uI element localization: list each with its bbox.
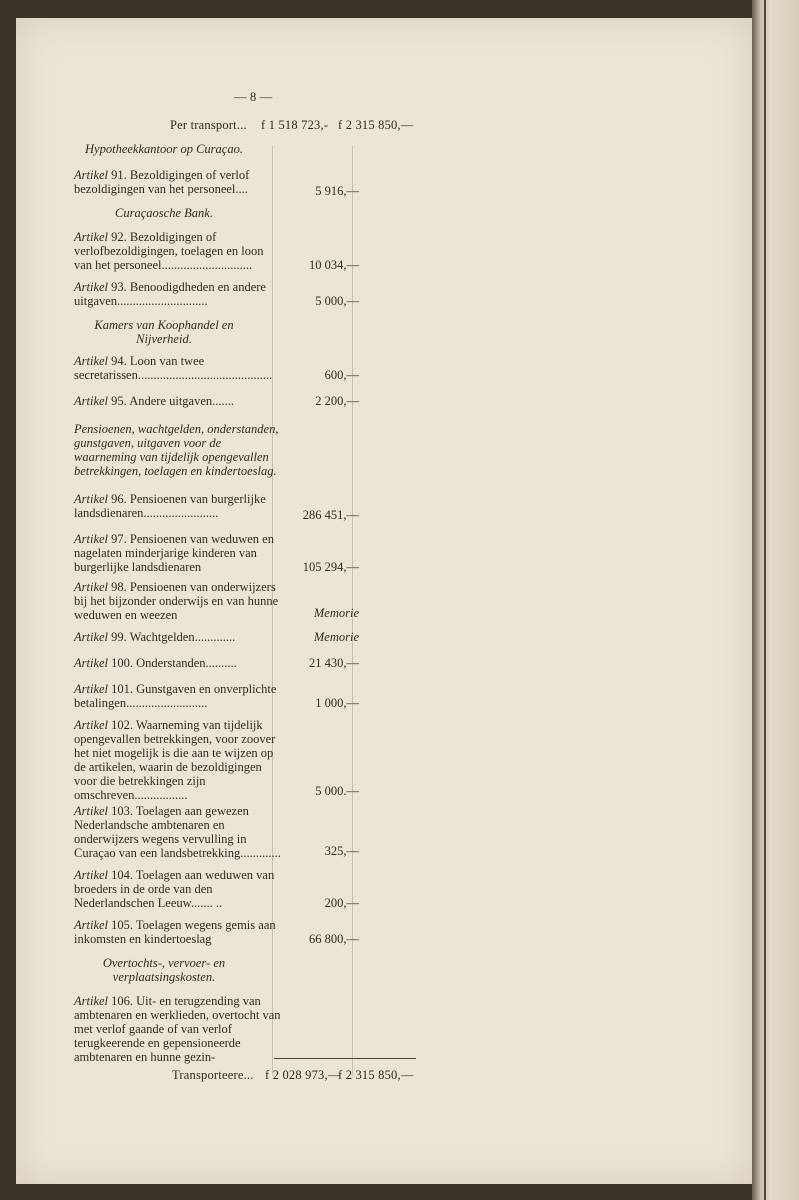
article-93-amount: 5 000,—: [315, 294, 359, 308]
article-103-amount: 325,—: [324, 844, 359, 858]
section-heading: Overtochts-, vervoer- en verplaatsingskosten.: [102, 956, 226, 984]
article-93: Artikel 93. Benoodigdheden en andere uitgaven.............................: [74, 280, 266, 308]
article-91-amount: 5 916,—: [315, 184, 359, 198]
article-103: Artikel 103. Toelagen aan gewezen Nederlandsche ambtenaren en onderwijzers wegens vervulling in Curaçao van een landsbetrekking.............: [74, 804, 281, 860]
article-97-amount: 105 294,—: [302, 560, 359, 574]
article-94-amount: 600,—: [324, 368, 359, 382]
article-95-amount: 2 200,—: [315, 394, 359, 408]
article-100: Artikel 100. Onderstanden..........: [74, 656, 237, 670]
section-heading: Pensioenen, wachtgelden, onderstanden, gunstgaven, uitgaven voor de waarneming van tijdelijk opengevallen betrekkingen, toelagen en kindertoeslag.: [74, 422, 279, 478]
article-101-amount: 1 000,—: [315, 696, 359, 710]
article-92: Artikel 92. Bezoldigingen of verlofbezoldigingen, toelagen en loon van het personeel.............................: [74, 230, 264, 272]
sum-rule-col2: [338, 1058, 416, 1059]
article-104: Artikel 104. Toelagen aan weduwen van broeders in de orde van den Nederlandschen Leeuw....... ..: [74, 868, 275, 910]
article-94: Artikel 94. Loon van twee secretarissen...........................................: [74, 354, 273, 382]
article-98-amount: Memorie: [313, 606, 359, 620]
article-96: Artikel 96. Pensioenen van burgerlijke landsdienaren........................: [74, 492, 266, 520]
transport-label: Per transport...: [170, 118, 247, 132]
article-96-amount: 286 451,—: [302, 508, 359, 522]
article-91: Artikel 91. Bezoldigingen of verlof bezoldigingen van het personeel....: [74, 168, 250, 196]
article-92-amount: 10 034,—: [309, 258, 359, 272]
article-100-amount: 21 430,—: [309, 656, 359, 670]
transport-col2: f 2 315 850,—: [338, 118, 414, 132]
article-105-amount: 66 800,—: [309, 932, 359, 946]
section-heading: Hypotheekkantoor op Curaçao.: [85, 142, 243, 156]
page-number: — 8 —: [234, 90, 273, 104]
book-spine: [752, 0, 799, 1200]
article-105: Artikel 105. Toelagen wegens gemis aan inkomsten en kindertoeslag: [74, 918, 276, 946]
section-heading: Kamers van Koophandel en Nijverheid.: [94, 318, 234, 346]
article-106: Artikel 106. Uit- en terugzending van ambtenaren en werklieden, overtocht van met verlof gaande of van verlof terugkeerende en gepensioneerde ambtenaren en hunne gezin-: [74, 994, 281, 1064]
article-99: Artikel 99. Wachtgelden.............: [74, 630, 236, 644]
article-99-amount: Memorie: [313, 630, 359, 644]
article-101: Artikel 101. Gunstgaven en onverplichte betalingen..........................: [74, 682, 277, 710]
transport-footer-col2: f 2 315 850,—: [338, 1068, 414, 1082]
article-95: Artikel 95. Andere uitgaven.......: [74, 394, 235, 408]
transport-footer-col1: f 2 028 973,—: [265, 1068, 341, 1082]
spine-edge: [764, 0, 766, 1200]
transport-footer-label: Transporteere...: [172, 1068, 254, 1082]
article-104-amount: 200,—: [324, 896, 359, 910]
section-heading: Curaçaosche Bank.: [115, 206, 213, 220]
transport-col1: f 1 518 723,-: [261, 118, 329, 132]
article-102-amount: 5 000.—: [315, 784, 359, 798]
document-page: [16, 18, 752, 1184]
article-97: Artikel 97. Pensioenen van weduwen en nagelaten minderjarige kinderen van burgerlijke landsdienaren: [74, 532, 274, 574]
article-98: Artikel 98. Pensioenen van onderwijzers bij het bijzonder onderwijs en van hunne weduwen en weezen: [74, 580, 279, 622]
article-102: Artikel 102. Waarneming van tijdelijk opengevallen betrekkingen, voor zoover het niet mogelijk is die aan te wijzen op de artikelen, waarin de bezoldigingen voor die betrekkingen zijn omschreven.................: [74, 718, 276, 802]
